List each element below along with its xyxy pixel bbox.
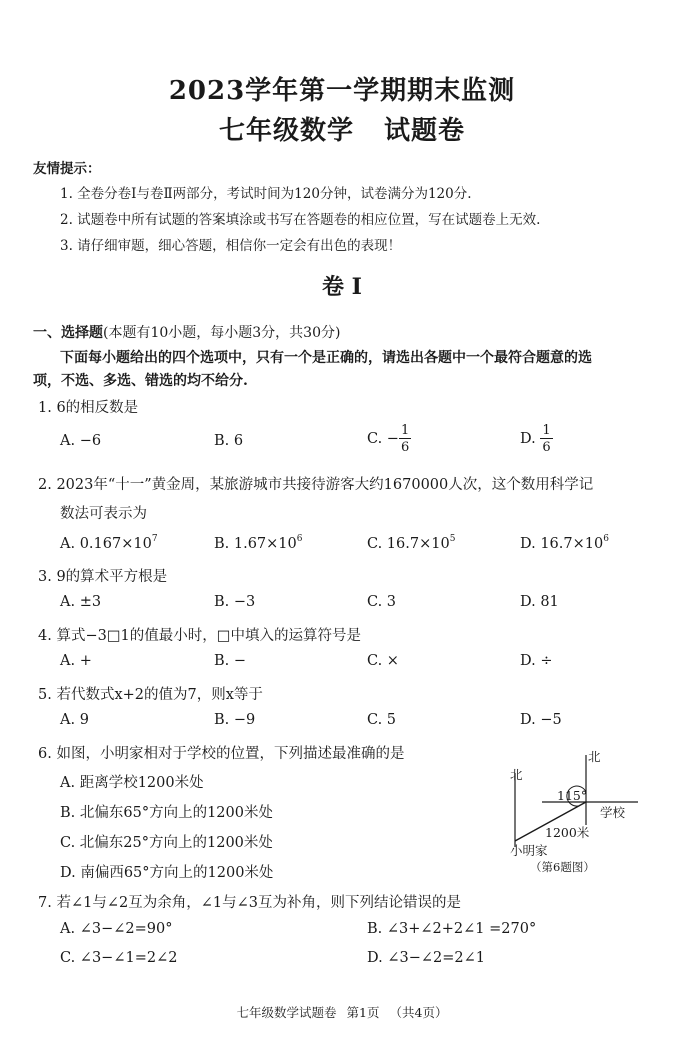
option-exponent: 7 [151,534,158,544]
q2-option-b [214,534,303,552]
question-1-stem: 1. 6的相反数是 [38,400,139,416]
angle-label: 115° [557,788,588,803]
question-6-stem: 6. 如图，小明家相对于学校的位置，下列描述最准确的是 [38,746,405,762]
option-base: A. 0.167×10 [60,536,152,552]
q2-option-d [520,534,609,552]
q2-option-c [367,534,455,552]
tip-item: 1. 全卷分卷Ⅰ与卷Ⅱ两部分，考试时间为120分钟，试卷满分为120分. [60,186,472,202]
option-exponent: 5 [449,534,456,544]
q4-option-b: B. − [214,653,247,669]
q1-option-a: A. −6 [60,433,102,449]
fraction-denominator: 6 [400,440,410,455]
exam-title: 2023学年第一学期期末监测 [168,76,516,106]
option-exponent: 6 [296,534,303,544]
tip-item: 3. 请仔细审题，细心答题，相信你一定会有出色的表现！ [60,238,402,254]
exam-subtitle [0,110,684,147]
fraction [399,424,411,454]
tips-heading: 友情提示： [33,161,101,177]
q5-option-c: C. 5 [367,712,397,728]
subject-title: 七年级数学 [218,116,354,146]
direction-figure [500,745,650,875]
q7-option-d: D. ∠3−∠2=2∠1 [367,950,485,966]
instruction-line: 下面每小题给出的四个选项中，只有一个是正确的，请选出各题中一个最符合题意的选 [60,350,592,366]
q6-option-d: D. 南偏西65°方向上的1200米处 [60,865,274,881]
paper-type: 试题卷 [384,116,466,146]
q7-option-c: C. ∠3−∠1=2∠2 [60,950,178,966]
option-base: B. 1.67×10 [214,536,297,552]
q6-option-b: B. 北偏东65°方向上的1200米处 [60,805,273,821]
volume-heading: 卷 Ⅰ [322,274,362,300]
q5-option-d: D. −5 [520,712,562,728]
option-exponent: 6 [603,534,609,544]
figure-caption: （第6题图） [530,860,595,874]
distance-label: 1200米 [545,825,590,840]
north-label-left: 北 [510,767,523,782]
page-footer [0,1003,684,1021]
question-2-stem-cont: 数法可表示为 [60,506,147,522]
tip-item: 2. 试题卷中所有试题的答案填涂或书写在答题卷的相应位置，写在试题卷上无效. [60,212,541,228]
q7-option-b: B. ∠3+∠2+2∠1 =270° [367,921,537,937]
footer-page: 第1页 [346,1005,380,1020]
q6-option-a: A. 距离学校1200米处 [60,775,204,791]
q4-option-d: D. ÷ [520,653,553,669]
home-label: 小明家 [510,843,548,858]
q4-option-c: C. × [367,653,399,669]
q3-option-c: C. 3 [367,594,397,610]
instruction-line: 项，不选、多选、错选的均不给分. [33,373,248,389]
footer-subject: 七年级数学试题卷 [236,1005,337,1020]
question-7-stem: 7. 若∠1与∠2互为余角，∠1与∠3互为补角，则下列结论错误的是 [38,895,461,911]
option-base: C. 16.7×10 [367,536,450,552]
question-3-stem: 3. 9的算术平方根是 [38,569,168,585]
q1-option-b: B. 6 [214,433,244,449]
fraction [540,424,552,454]
fraction-numerator: 1 [400,423,410,438]
q5-option-a: A. 9 [60,712,89,728]
option-base: D. 16.7×10 [520,536,604,552]
q7-option-a: A. ∠3−∠2=90° [60,921,173,937]
q5-option-b: B. −9 [214,712,256,728]
q6-option-c: C. 北偏东25°方向上的1200米处 [60,835,273,851]
q3-option-d: D. 81 [520,594,559,610]
section-heading [33,322,340,342]
question-4-stem: 4. 算式−3□1的值最小时，□中填入的运算符号是 [38,628,361,644]
fraction-numerator: 1 [542,423,551,438]
section-title: 一、选择题 [33,325,103,341]
q4-option-a: A. + [60,653,92,669]
q1-option-c-prefix: C. − [367,431,399,447]
q1-option-c [367,424,411,454]
school-label: 学校 [600,805,626,820]
q3-option-b: B. −3 [214,594,256,610]
q1-option-d-prefix: D. [520,431,536,447]
q2-option-a [60,534,158,552]
question-5-stem: 5. 若代数式x+2的值为7，则x等于 [38,687,263,703]
footer-total: （共4页） [389,1005,448,1020]
section-note: (本题有10小题，每小题3分，共30分) [103,325,341,341]
question-2-stem: 2. 2023年“十一”黄金周，某旅游城市共接待游客大约1670000人次，这个数用科学记 [38,477,594,493]
fraction-denominator: 6 [542,440,551,455]
q1-option-d [520,424,553,454]
q3-option-a: A. ±3 [60,594,102,610]
north-label-right: 北 [588,749,601,764]
